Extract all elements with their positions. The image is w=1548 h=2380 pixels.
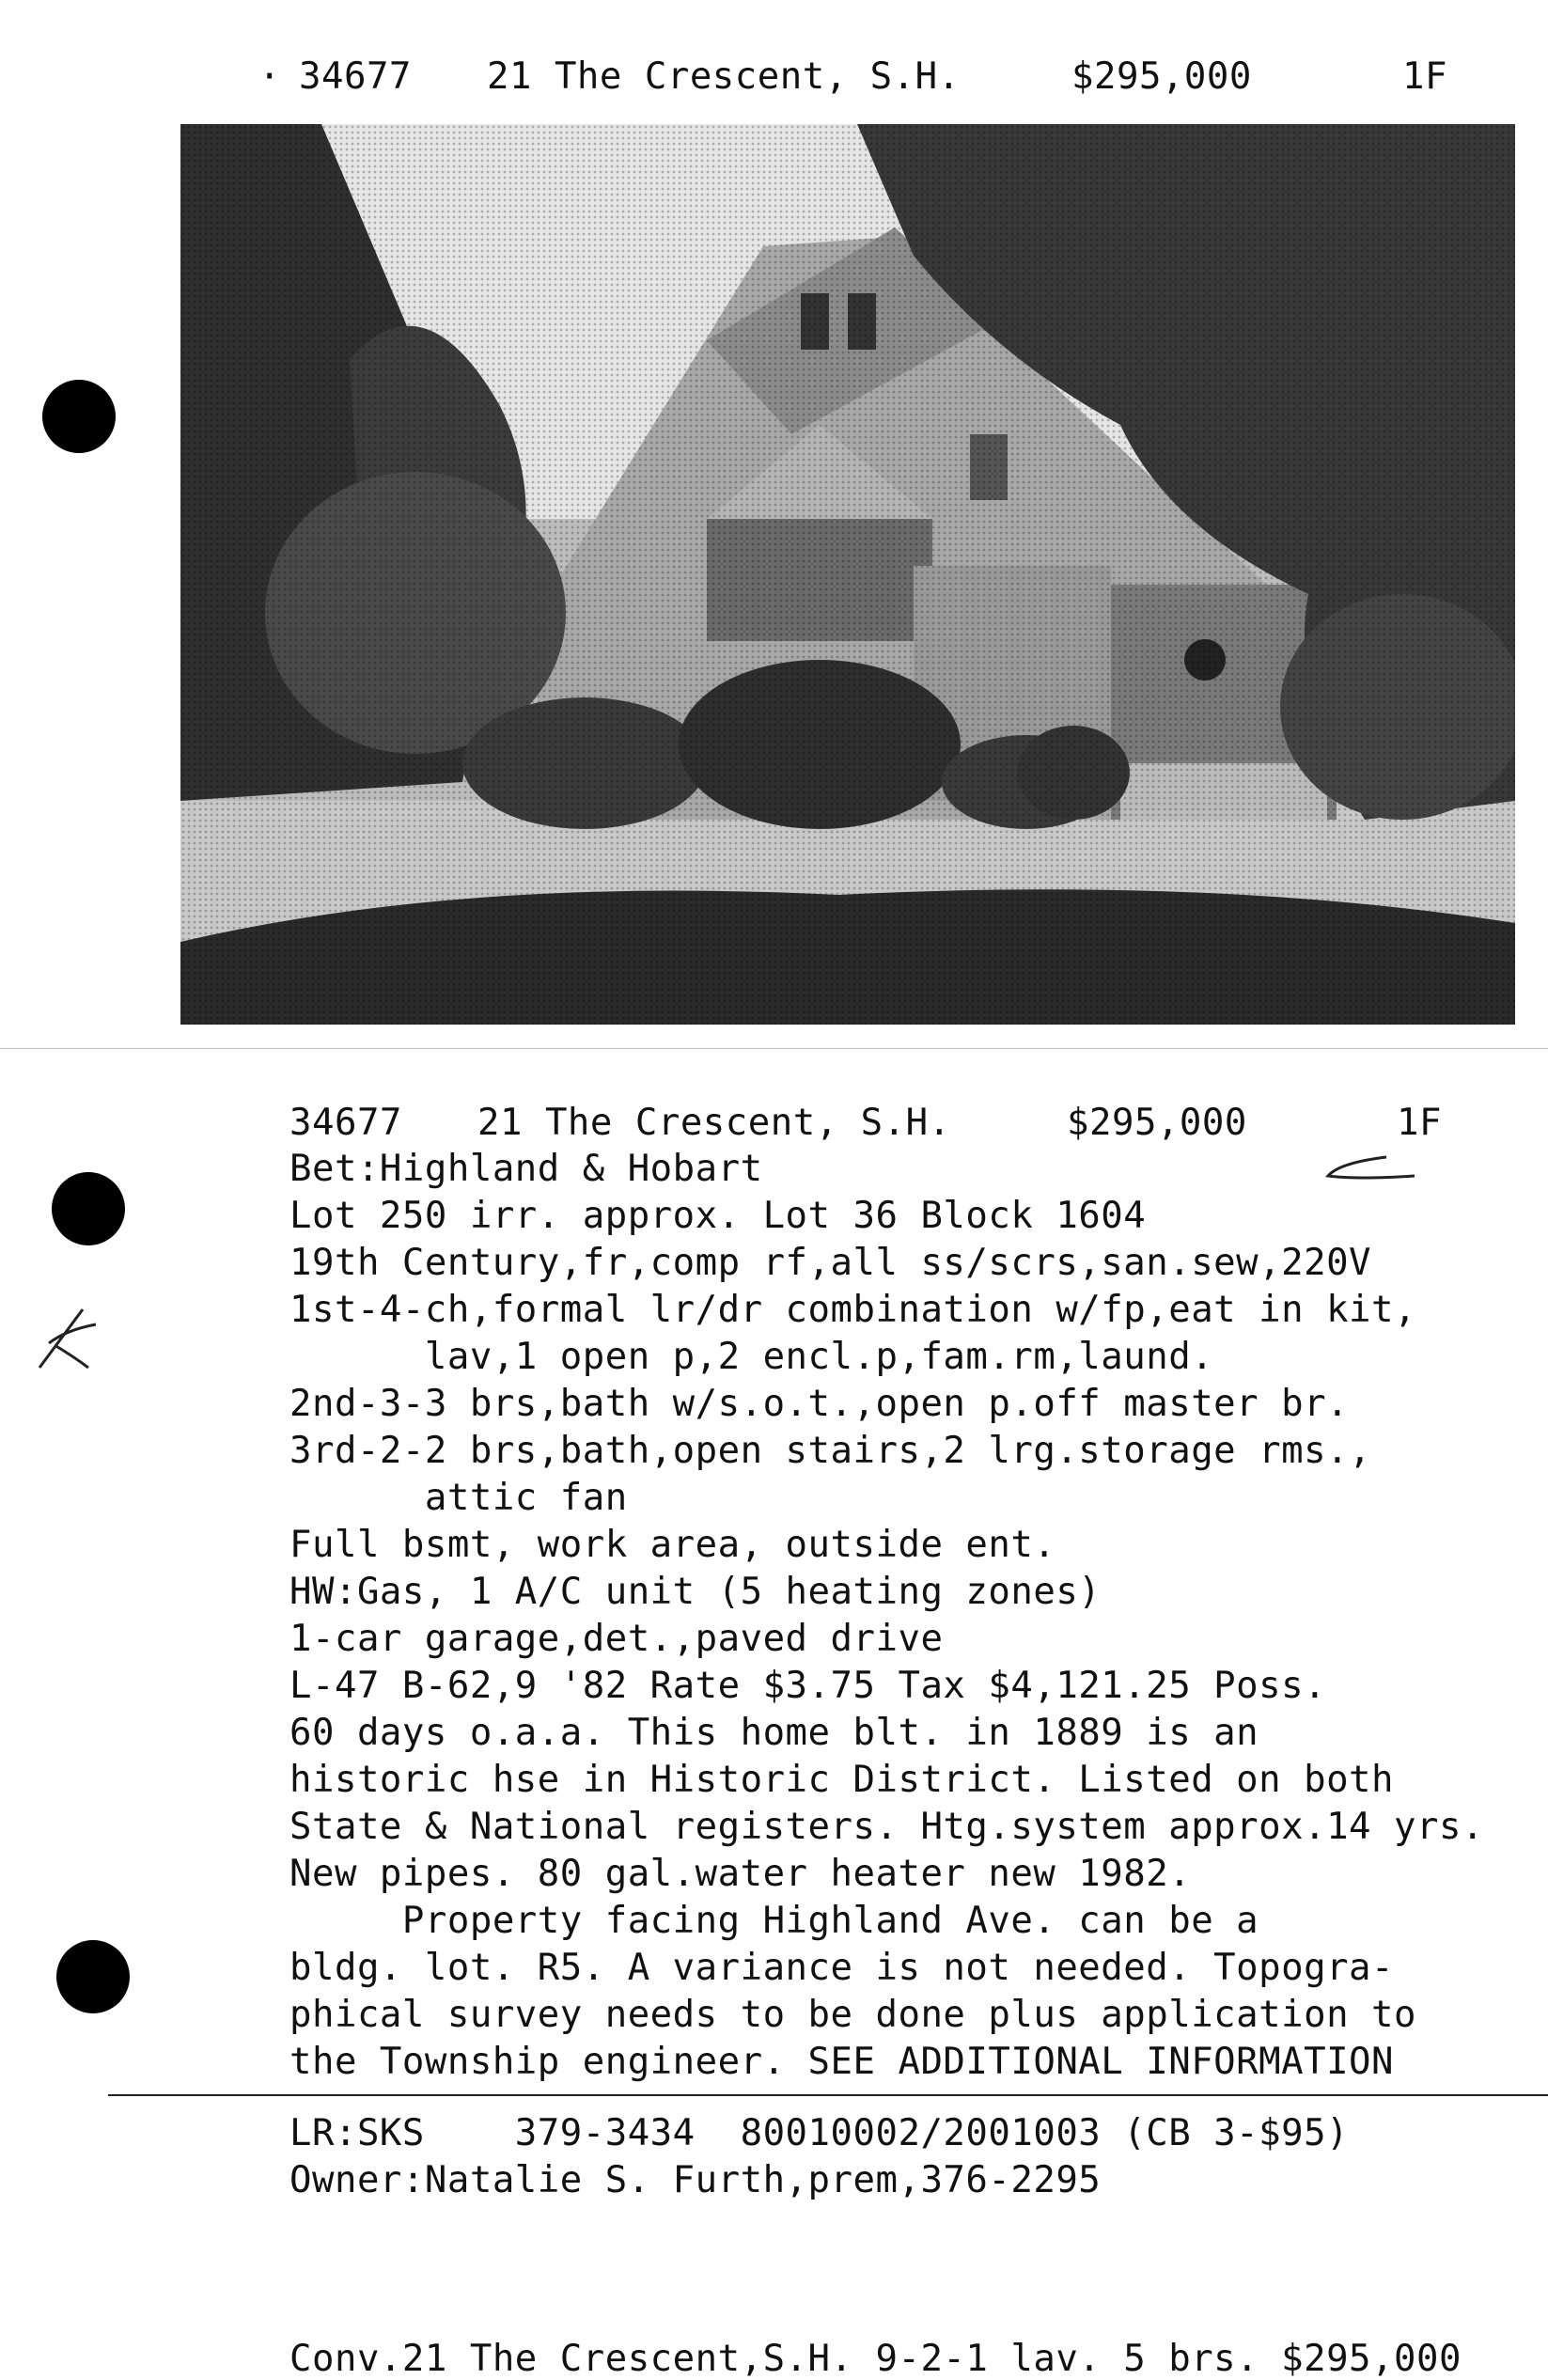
listing-line: phical survey needs to be done plus application to: [289, 1994, 1416, 2036]
header-code: 1F: [1402, 55, 1447, 98]
listing-line: 2nd-3-3 brs,bath w/s.o.t.,open p.off master br.: [289, 1383, 1350, 1425]
listing-line: State & National registers. Htg.system approx.14 yrs.: [289, 1806, 1484, 1848]
listing-line: New pipes. 80 gal.water heater new 1982.: [289, 1853, 1192, 1895]
listing-code: 1F: [1397, 1102, 1442, 1144]
header-dot: ·: [258, 55, 281, 98]
header-price: $295,000: [1071, 55, 1252, 98]
listing-address: 21 The Crescent, S.H.: [477, 1102, 951, 1144]
listing-line: 1st-4-ch,formal lr/dr combination w/fp,eat in kit,: [289, 1289, 1416, 1331]
footer-line-owner: Owner:Natalie S. Furth,prem,376-2295: [289, 2159, 1102, 2201]
listing-line: lav,1 open p,2 encl.p,fam.rm,laund.: [289, 1336, 1214, 1378]
listing-line: Property facing Highland Ave. can be a: [289, 1900, 1259, 1942]
listing-number: 34677: [289, 1102, 402, 1144]
listing-price: $295,000: [1067, 1102, 1247, 1144]
listing-line: historic hse in Historic District. Listed on both: [289, 1759, 1395, 1801]
listing-line: Bet:Highland & Hobart: [289, 1148, 763, 1190]
listing-line: Lot 250 irr. approx. Lot 36 Block 1604: [289, 1195, 1147, 1237]
listing-line: the Township engineer. SEE ADDITIONAL INFORMATION: [289, 2041, 1395, 2083]
footer-line-agent: LR:SKS 379-3434 80010002/2001003 (CB 3-$95): [289, 2112, 1350, 2154]
listing-line: L-47 B-62,9 '82 Rate $3.75 Tax $4,121.25 Poss.: [289, 1665, 1327, 1707]
listing-line: 60 days o.a.a. This home blt. in 1889 is an: [289, 1712, 1259, 1754]
card-separator: [0, 1048, 1548, 1049]
listing-line: 3rd-2-2 brs,bath,open stairs,2 lrg.storage rms.,: [289, 1430, 1372, 1472]
listing-line: Full bsmt, work area, outside ent.: [289, 1524, 1056, 1566]
listing-line: bldg. lot. R5. A variance is not needed. Topogra-: [289, 1947, 1395, 1989]
listing-line: 19th Century,fr,comp rf,all ss/scrs,san.sew,220V: [289, 1242, 1372, 1284]
footer-rule: [108, 2094, 1548, 2096]
listing-line: HW:Gas, 1 A/C unit (5 heating zones): [289, 1571, 1102, 1613]
house-photo: [180, 124, 1515, 1025]
punch-hole-middle: [52, 1172, 125, 1245]
house-photo-image: [180, 124, 1515, 1025]
punch-hole-top: [42, 380, 116, 453]
handwritten-arrow-mark: [1321, 1151, 1424, 1189]
header-address: 21 The Crescent, S.H.: [487, 55, 961, 98]
listing-line: 1-car garage,det.,paved drive: [289, 1618, 944, 1660]
bottom-summary-line: Conv.21 The Crescent,S.H. 9-2-1 lav. 5 brs. $295,000: [289, 2338, 1462, 2380]
header-listing-no: 34677: [299, 55, 412, 98]
handwritten-k-mark: [28, 1302, 103, 1377]
listing-line: attic fan: [289, 1477, 628, 1519]
punch-hole-bottom: [56, 1940, 130, 2013]
